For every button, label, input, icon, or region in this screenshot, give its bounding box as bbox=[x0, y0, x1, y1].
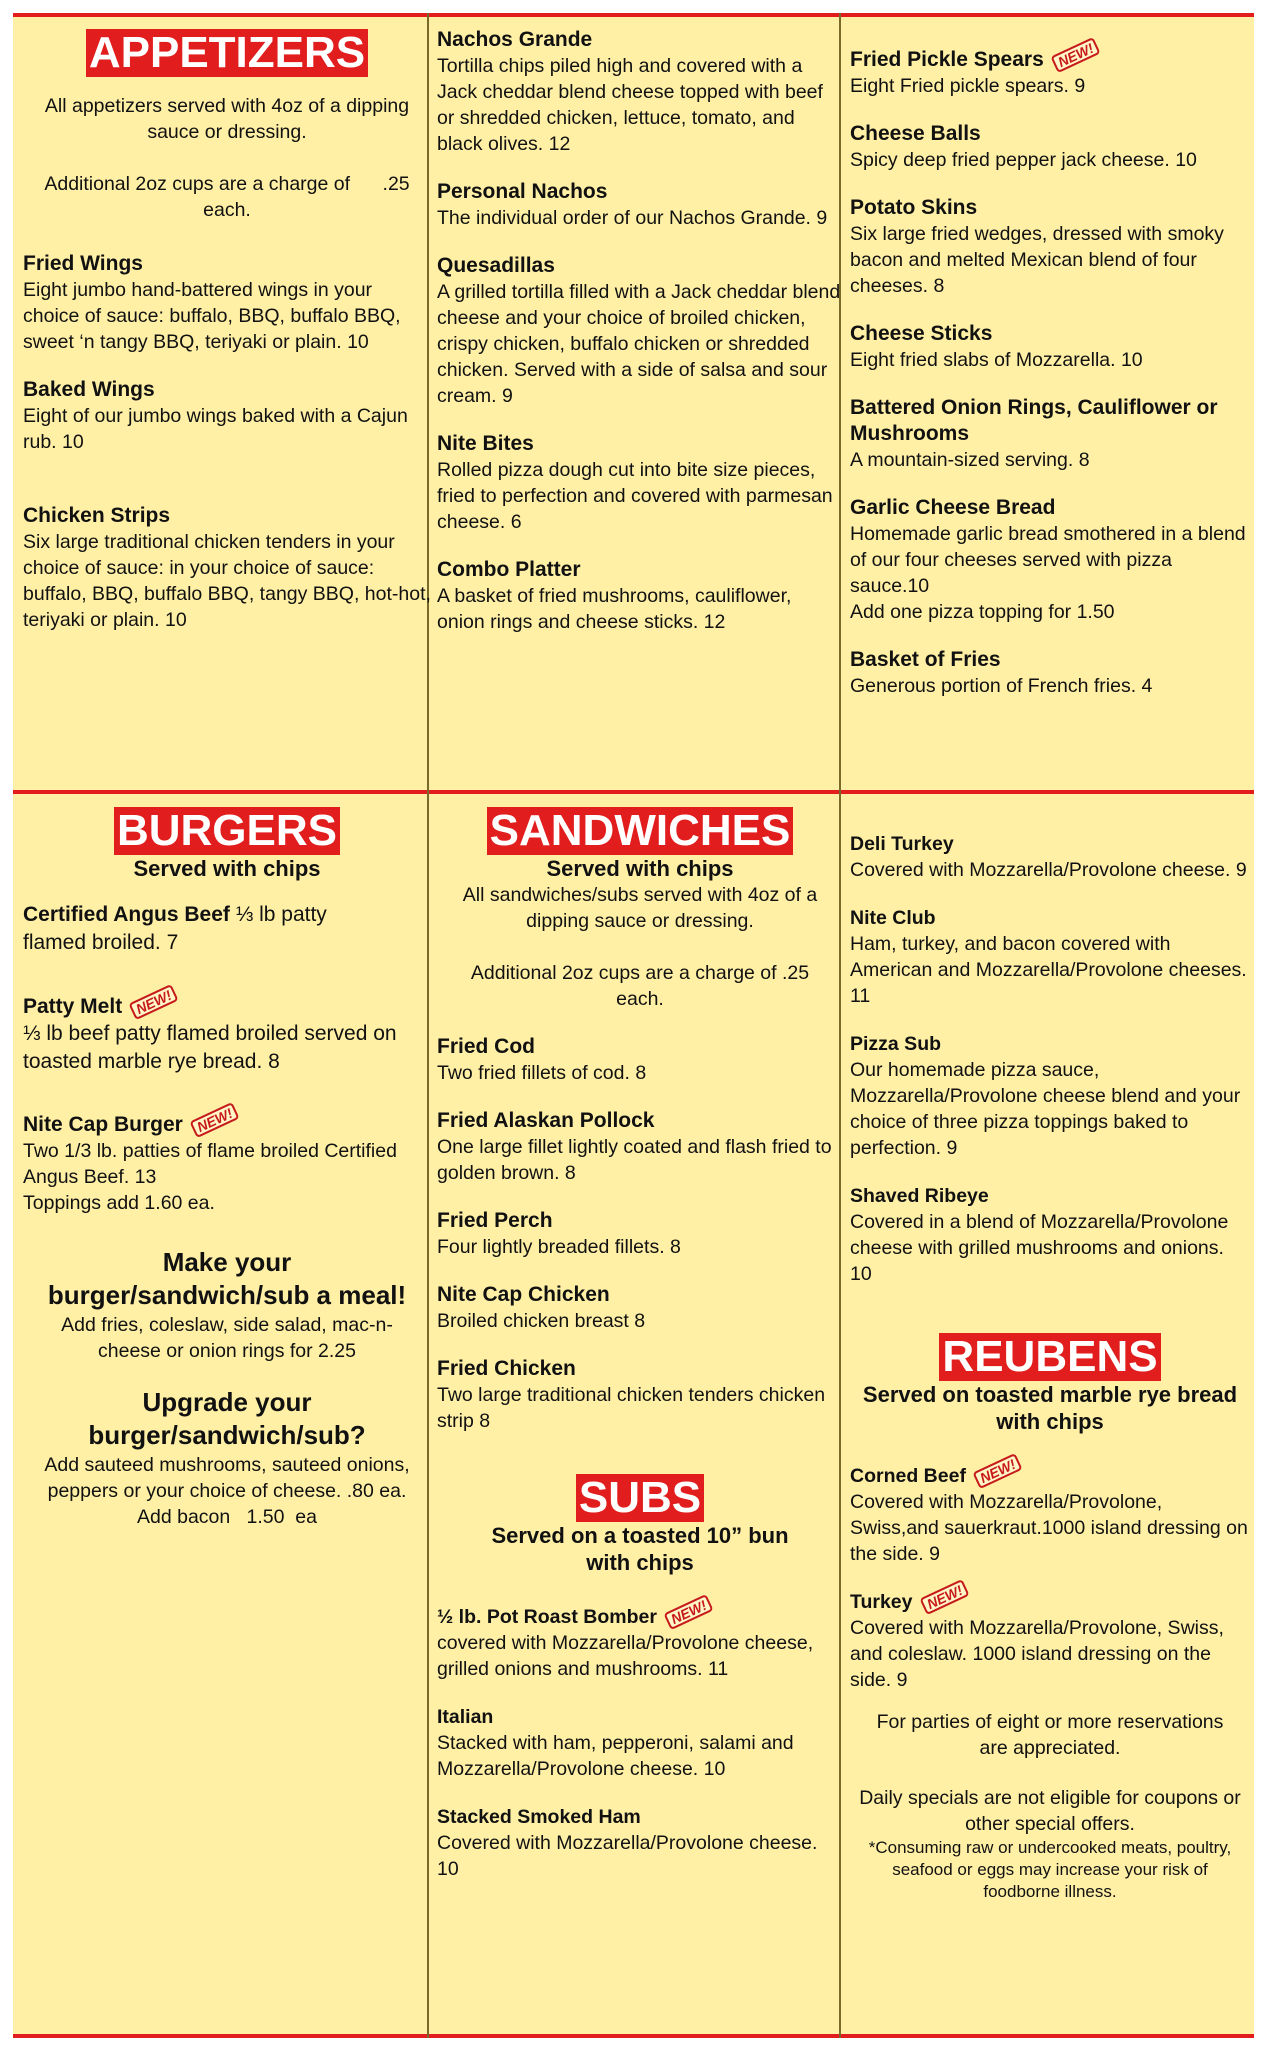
menu-item bbox=[437, 557, 843, 635]
item-name-text: Corned Beef bbox=[850, 1465, 966, 1487]
item-description: Six large traditional chicken tenders in your choice of sauce: in your choice of sauce: buffalo, BBQ, buffalo BBQ, tangy BBQ, hot-hot, teriyaki or plain. 10 bbox=[23, 531, 431, 631]
item-description: Eight of our jumbo wings baked with a Cajun rub. 10 bbox=[23, 405, 408, 453]
item-description: Four lightly breaded fillets. 8 bbox=[437, 1236, 681, 1258]
menu-item bbox=[437, 1804, 843, 1882]
menu-item bbox=[23, 1104, 431, 1216]
menu-item bbox=[23, 902, 431, 958]
appetizers-note-2: Additional 2oz cups are a charge of .25 each. bbox=[44, 173, 416, 221]
item-description: Tortilla chips piled high and covered with a Jack cheddar blend cheese topped with beef or shredded chicken, lettuce, tomato, and black olives. 12 bbox=[437, 55, 823, 155]
item-name: Potato Skins bbox=[850, 196, 978, 219]
menu-board bbox=[13, 13, 1254, 2038]
menu-item bbox=[23, 251, 431, 355]
item-name bbox=[23, 1104, 431, 1138]
meal-promo-text: Add fries, coleslaw, side salad, mac-n-cheese or onion rings for 2.25 bbox=[61, 1314, 393, 1362]
item-name-text: ½ lb. Pot Roast Bomber bbox=[437, 1606, 657, 1628]
sandwiches-section-2 bbox=[850, 831, 1250, 1903]
menu-item bbox=[850, 395, 1250, 473]
item-name: Nite Club bbox=[850, 907, 936, 929]
item-name: Shaved Ribeye bbox=[850, 1185, 989, 1207]
sandwiches-section bbox=[437, 807, 843, 1882]
item-description: Two large traditional chicken tenders chicken strip 8 bbox=[437, 1384, 826, 1432]
menu-item bbox=[437, 179, 843, 231]
item-description: Homemade garlic bread smothered in a blend of our four cheeses served with pizza sauce.10 bbox=[850, 523, 1246, 597]
item-description: The individual order of our Nachos Grande. 9 bbox=[437, 207, 828, 229]
menu-item bbox=[437, 1108, 843, 1186]
item-name: Cheese Sticks bbox=[850, 322, 993, 345]
meal-promo-title: Make your burger/sandwich/sub a meal! bbox=[47, 1247, 407, 1310]
menu-item bbox=[23, 986, 431, 1076]
new-badge-icon: NEW! bbox=[189, 1102, 240, 1138]
appetizers-section-2 bbox=[437, 27, 843, 635]
reubens-subtitle: Served on toasted marble rye bread with chips bbox=[862, 1382, 1238, 1434]
item-name: Fried Chicken bbox=[437, 1357, 576, 1380]
menu-item bbox=[850, 495, 1250, 625]
menu-item bbox=[437, 1356, 843, 1434]
item-name bbox=[850, 1455, 1250, 1489]
reubens-title: REUBENS bbox=[939, 1333, 1160, 1381]
menu-item bbox=[437, 1034, 843, 1086]
menu-item bbox=[437, 1282, 843, 1334]
item-description: Covered with Mozzarella/Provolone, Swiss, and coleslaw. 1000 island dressing on the side. 9 bbox=[850, 1617, 1224, 1691]
item-name-text: Nite Cap Burger bbox=[23, 1113, 183, 1136]
item-name: Personal Nachos bbox=[437, 180, 608, 203]
menu-item bbox=[437, 27, 843, 157]
item-name-text: Fried Pickle Spears bbox=[850, 48, 1044, 71]
item-name bbox=[850, 39, 1250, 73]
item-description: ⅓ lb beef patty flamed broiled served on toasted marble rye bread. 8 bbox=[23, 1022, 397, 1073]
menu-item bbox=[850, 905, 1250, 1009]
menu-item bbox=[850, 321, 1250, 373]
item-name: Cheese Balls bbox=[850, 122, 981, 145]
item-description: Eight jumbo hand-battered wings in your choice of sauce: buffalo, BBQ, buffalo BBQ, sweet ‘n tangy BBQ, teriyaki or plain. 10 bbox=[23, 279, 401, 353]
item-name: Chicken Strips bbox=[23, 504, 171, 527]
item-name bbox=[850, 1581, 1250, 1615]
burgers-section bbox=[23, 807, 431, 1530]
item-description: Covered with Mozzarella/Provolone cheese. 9 bbox=[850, 859, 1247, 881]
appetizers-section bbox=[23, 29, 431, 633]
item-name: Fried Perch bbox=[437, 1209, 553, 1232]
item-description: Covered in a blend of Mozzarella/Provolone cheese with grilled mushrooms and onions. 10 bbox=[850, 1211, 1229, 1285]
item-description: Covered with Mozzarella/Provolone, Swiss,and sauerkraut.1000 island dressing on the side. 9 bbox=[850, 1491, 1248, 1565]
item-description: A basket of fried mushrooms, cauliflower, onion rings and cheese sticks. 12 bbox=[437, 585, 792, 633]
item-name: Nite Bites bbox=[437, 432, 534, 455]
menu-item bbox=[850, 121, 1250, 173]
item-description: Two 1/3 lb. patties of flame broiled Certified Angus Beef. 13 bbox=[23, 1140, 397, 1188]
top-rule bbox=[13, 13, 1254, 17]
item-description: Broiled chicken breast 8 bbox=[437, 1310, 646, 1332]
item-description: covered with Mozzarella/Provolone cheese, grilled onions and mushrooms. 11 bbox=[437, 1632, 814, 1680]
item-name: Baked Wings bbox=[23, 378, 155, 401]
item-name: Nite Cap Chicken bbox=[437, 1283, 610, 1306]
item-name: Combo Platter bbox=[437, 558, 581, 581]
menu-item bbox=[850, 39, 1250, 99]
item-name bbox=[23, 986, 431, 1020]
item-name: Deli Turkey bbox=[850, 833, 954, 855]
item-description: A mountain-sized serving. 8 bbox=[850, 449, 1090, 471]
appetizers-note-1: All appetizers served with 4oz of a dipping sauce or dressing. bbox=[44, 95, 410, 143]
menu-item bbox=[850, 1183, 1250, 1287]
item-description: Generous portion of French fries. 4 bbox=[850, 675, 1153, 697]
item-description: Six large fried wedges, dressed with smoky bacon and melted Mexican blend of four cheeses. 8 bbox=[850, 223, 1224, 297]
menu-item bbox=[437, 1704, 843, 1782]
item-name: Battered Onion Rings, Cauliflower or Mushrooms bbox=[850, 396, 1218, 445]
menu-item bbox=[850, 1031, 1250, 1161]
item-name-text: Turkey bbox=[850, 1591, 913, 1613]
item-name: Fried Wings bbox=[23, 252, 143, 275]
appetizers-section-3 bbox=[850, 39, 1250, 699]
item-description: Eight fried slabs of Mozzarella. 10 bbox=[850, 349, 1143, 371]
menu-item bbox=[23, 377, 431, 455]
item-description: Spicy deep fried pepper jack cheese. 10 bbox=[850, 149, 1197, 171]
item-description: Rolled pizza dough cut into bite size pieces, fried to perfection and covered with parmesan cheese. 6 bbox=[437, 459, 833, 533]
item-description: A grilled tortilla filled with a Jack cheddar blend cheese and your choice of broiled chicken, crispy chicken, buffalo chicken or shredded chicken. Served with a side of salsa and sour cream. 9 bbox=[437, 281, 841, 407]
middle-rule bbox=[13, 790, 1254, 794]
item-description: Stacked with ham, pepperoni, salami and Mozzarella/Provolone cheese. 10 bbox=[437, 1732, 794, 1780]
reubens-section bbox=[850, 1333, 1250, 1903]
sandwiches-note-2: Additional 2oz cups are a charge of .25 each. bbox=[470, 962, 810, 1010]
menu-item bbox=[850, 831, 1250, 883]
item-description: Eight Fried pickle spears. 9 bbox=[850, 75, 1086, 97]
sandwiches-note-1: All sandwiches/subs served with 4oz of a dipping sauce or dressing. bbox=[462, 884, 818, 932]
menu-item bbox=[850, 1455, 1250, 1567]
item-description: flamed broiled. 7 bbox=[23, 931, 179, 954]
burgers-title: BURGERS bbox=[114, 807, 340, 855]
new-badge-icon: NEW! bbox=[1050, 37, 1101, 73]
item-name: Garlic Cheese Bread bbox=[850, 496, 1056, 519]
item-name-text: Certified Angus Beef bbox=[23, 903, 230, 926]
item-name: Quesadillas bbox=[437, 254, 555, 277]
item-name: Fried Cod bbox=[437, 1035, 535, 1058]
new-badge-icon: NEW! bbox=[972, 1453, 1023, 1489]
burgers-subtitle: Served with chips bbox=[133, 856, 321, 881]
specials-note: Daily specials are not eligible for coupons or other special offers. bbox=[859, 1787, 1241, 1835]
menu-item bbox=[437, 253, 843, 409]
item-name: Fried Alaskan Pollock bbox=[437, 1109, 655, 1132]
subs-title: SUBS bbox=[576, 1474, 704, 1522]
item-name: Basket of Fries bbox=[850, 648, 1001, 671]
bottom-rule bbox=[13, 2034, 1254, 2038]
item-extra: Toppings add 1.60 ea. bbox=[23, 1192, 215, 1214]
menu-item bbox=[437, 431, 843, 535]
item-description: Our homemade pizza sauce, Mozzarella/Provolone cheese blend and your choice of three pizza toppings baked to perfection. 9 bbox=[850, 1059, 1241, 1159]
reservations-note: For parties of eight or more reservations are appreciated. bbox=[876, 1711, 1224, 1759]
new-badge-icon: NEW! bbox=[663, 1594, 714, 1630]
item-name: Stacked Smoked Ham bbox=[437, 1806, 641, 1828]
menu-item bbox=[850, 195, 1250, 299]
upgrade-promo-text: Add sauteed mushrooms, sauteed onions, peppers or your choice of cheese. .80 ea. bbox=[44, 1454, 410, 1502]
subs-section bbox=[437, 1474, 843, 1882]
item-description: Ham, turkey, and bacon covered with American and Mozzarella/Provolone cheeses. 11 bbox=[850, 933, 1247, 1007]
menu-item bbox=[850, 1581, 1250, 1693]
new-badge-icon: NEW! bbox=[919, 1579, 970, 1615]
upgrade-bacon-text: Add bacon 1.50 ea bbox=[137, 1506, 317, 1528]
appetizers-title: APPETIZERS bbox=[86, 29, 368, 77]
menu-item bbox=[850, 647, 1250, 699]
sandwiches-title: SANDWICHES bbox=[487, 807, 794, 855]
food-safety-disclaimer: *Consuming raw or undercooked meats, poultry, seafood or eggs may increase your risk of foodborne illness. bbox=[868, 1838, 1232, 1901]
menu-item bbox=[23, 503, 431, 633]
item-description: One large fillet lightly coated and flash fried to golden brown. 8 bbox=[437, 1136, 832, 1184]
item-name: Nachos Grande bbox=[437, 28, 593, 51]
menu-item bbox=[437, 1596, 843, 1682]
item-name: Pizza Sub bbox=[850, 1033, 942, 1055]
sandwiches-subtitle: Served with chips bbox=[546, 856, 734, 881]
item-name: Italian bbox=[437, 1706, 494, 1728]
menu-item bbox=[437, 1208, 843, 1260]
item-name-suffix: ⅓ lb patty bbox=[229, 903, 327, 926]
subs-subtitle: Served on a toasted 10” bun with chips bbox=[491, 1523, 789, 1575]
upgrade-promo-title: Upgrade your burger/sandwich/sub? bbox=[88, 1387, 366, 1450]
new-badge-icon: NEW! bbox=[129, 984, 180, 1020]
item-name-text: Patty Melt bbox=[23, 995, 123, 1018]
item-name bbox=[437, 1596, 843, 1630]
item-extra: Add one pizza topping for 1.50 bbox=[850, 601, 1115, 623]
item-description: Two fried fillets of cod. 8 bbox=[437, 1062, 647, 1084]
item-description: Covered with Mozzarella/Provolone cheese. 10 bbox=[437, 1832, 818, 1880]
item-name bbox=[23, 902, 431, 928]
